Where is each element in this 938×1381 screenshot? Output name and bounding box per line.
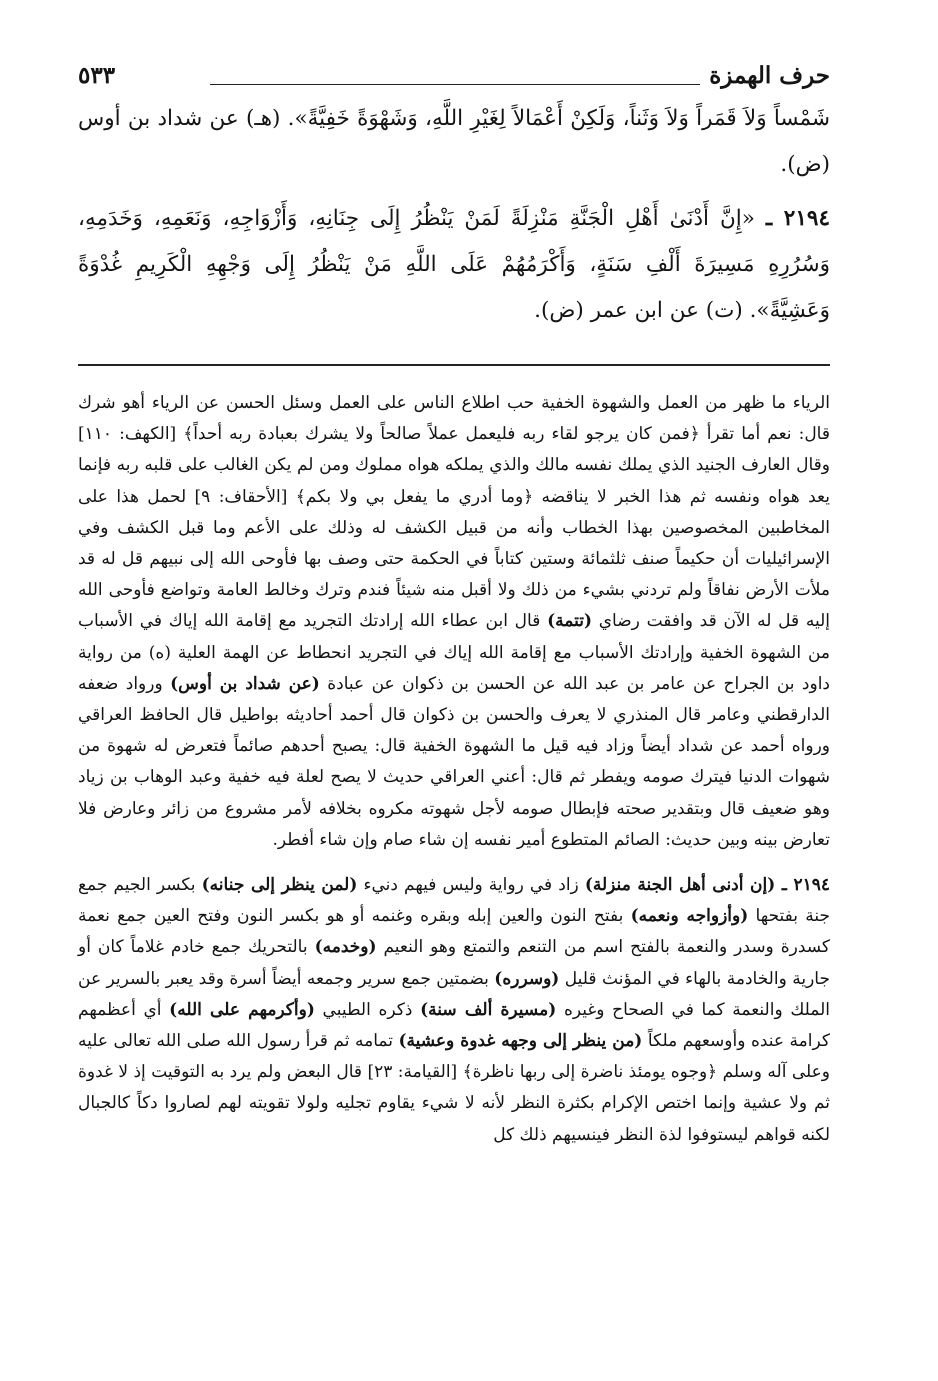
commentary-text: زاد في رواية وليس فيهم دنيء [363,875,579,896]
commentary-keyword: (وأكرمهم على الله) [169,999,315,1020]
commentary-keyword: (عن شداد بن أوس) [170,673,320,694]
commentary-keyword: (وخدمه) [314,937,377,958]
chapter-title: حرف الهمزة [709,62,830,89]
hadith-2194 [78,196,830,334]
hadith-number: ٢١٩٤ ـ [765,206,830,231]
hadith-text: «إِنَّ أَدْنَىٰ أَهْلِ الْجَنَّةِ مَنْزِلَةً لَمَنْ يَنْظُرُ إِلَى جِنَانِهِ، وَأَزْوَاجِهِ، وَنَعَمِهِ، وَخَدَمِهِ، وَسُرُرِهِ مَسِيرَةَ أَلْفِ سَنَةٍ، وَأَكْرَمُهُمْ عَلَى اللَّهِ مَنْ يَنْظُرُ إِلَى وَجْهِهِ الْكَرِيمِ غُدْوَةً وَعَشِيَّةً». (ت) عن ابن عمر (ض). [78,206,830,323]
hadith-text: شَمْساً وَلاَ قَمَراً وَلاَ وَثَناً، وَلَكِنْ أَعْمَالاً لِغَيْرِ اللَّهِ، وَشَهْوَةً خَفِيَّةً». (هـ) عن شداد بن أوس (ض). [78,106,830,177]
commentary-text: ورواد ضعفه الدارقطني وعامر قال المنذري لا يعرف والحسن بن ذكوان قال أحمد أحاديثه بواطيل قال الحافظ العراقي ورواه أحمد عن شداد أيضاً وزاد فيه قيل ما الشهوة الخفية قال: يصبح أحدهم صائماً فتعرض له شهوة من شهوات الدنيا فيترك صومه ويفطر ثم قال: أعني العراقي حديث لا يصح لعلة فيه خفية وعبد الوهاب بن زياد وهو ضعيف قال وبتقدير صحته فإبطال صومه لأجل شهوته مكروه بخلافه لأمر مشروع من زائر وعارض فلا تعارض بينه وبين حديث: الصائم المتطوع أمير نفسه إن شاء صام وإن شاء أفطر. [78,673,830,850]
commentary-keyword: (تتمة) [547,611,592,632]
commentary-text: الرياء ما ظهر من العمل والشهوة الخفية حب اطلاع الناس على العمل وسئل الحسن عن الرياء أهو شرك قال: نعم أما تقرأ ﴿فمن كان يرجو لقاء ربه فليعمل عملاً صالحاً ولا يشرك بعبادة ربه أحداً﴾ [الكهف: ١١٠] وقال العارف الجنيد الذي يملك نفسه مالك والذي يملكه هواه مملوك ومن لم يكن الغالب على قلبه ربه فإنما يعد هواه ونفسه ثم هذا الخبر لا يناقضه ﴿وما أدري ما يفعل بي ولا بكم﴾ [الأحقاف: ٩] لحمل هذا على المخاطبين المخصوصين بهذا الخطاب وأنه من قبيل الكشف له وذلك على الأعم وما قبل الكشف وفي الإسرائيليات أن حكيماً صنف ثلثمائة وستين كتاباً في الحكمة حتى وصف بها فأوحى الله إلى نبيهم قل له قد ملأت الأرض نفاقاً ولم تردني بشيء من ذلك ولا أقبل منه شيئاً فندم وترك وخالط العامة وتواضع فأوحى الله إليه قل له الآن قد وافقت رضاي [78,393,831,632]
header-rule [210,84,700,85]
commentary-text: بضمتين جمع سرير وجمعه أيضاً أسرة وقد يعبر بالسرير عن الملك والنعمة كما في الصحاح وغيره [78,968,831,1020]
commentary-keyword: (من ينظر إلى وجهه غدوة وعشية) [398,1031,643,1052]
commentary-text: بالتحريك جمع خادم غلاماً كان أو جارية والخادمة بالهاء في المؤنث قليل [78,937,830,989]
page [78,62,830,1151]
commentary-text: قال ابن عطاء الله إرادتك التجريد مع إقامة الله إياك في الأسباب من الشهوة الخفية وإرادتك الأسباب مع إقامة الله إياك في التجريد انحطاط عن الهمة العلية (ه) من رواية داود بن الجراح عن عامر بن عبد الله عن الحسن بن ذكوان عن عبادة [78,611,831,694]
commentary-text: ذكره الطيبي [322,999,413,1020]
commentary-2194 [78,870,830,1151]
hadith-2193-end [78,96,830,188]
commentary-text: بكسر الجيم جمع جنة بفتحها [78,875,831,927]
commentary-keyword: ٢١٩٤ ـ (إن أدنى أهل الجنة منزلة) [584,875,831,896]
footnote-separator [78,364,830,366]
commentary-keyword: (وسرره) [494,968,560,989]
page-number: ٥٣٣ [78,62,116,89]
commentary-keyword: (لمن ينظر إلى جنانه) [201,875,358,896]
commentary-text: أي أعظمهم كرامة عنده وأوسعهم ملكاً [78,999,830,1052]
commentary-text: تمامه ثم قرأ رسول الله صلى الله تعالى عليه وعلى آله وسلم ﴿وجوه يومئذ ناضرة إلى ربها ناظرة﴾ [القيامة: ٢٣] قال البعض ولم يرد به التوقيت إذ لا غدوة ثم ولا عشية وإنما اختص الإكرام بكثرة النظر لأنه لا شيء يقاوم تجليه ولولا تقويته لهم لصاروا دكاً كالجبال لكنه قواهم ليستوفوا لذة النظر فينسيهم ذلك كل [78,1031,830,1145]
commentary-keyword: (مسيرة ألف سنة) [420,999,557,1020]
page-header [78,62,830,96]
commentary-keyword: (وأزواجه ونعمه) [630,906,749,927]
commentary-2193 [78,388,830,856]
commentary-text: بفتح النون والعين إبله وبقره وغنمه أو هو بكسر النون وفتح العين جمع نعمة كسدرة وسدر والنعمة بالفتح اسم من التنعم والتمتع وهو النعيم [78,906,831,958]
